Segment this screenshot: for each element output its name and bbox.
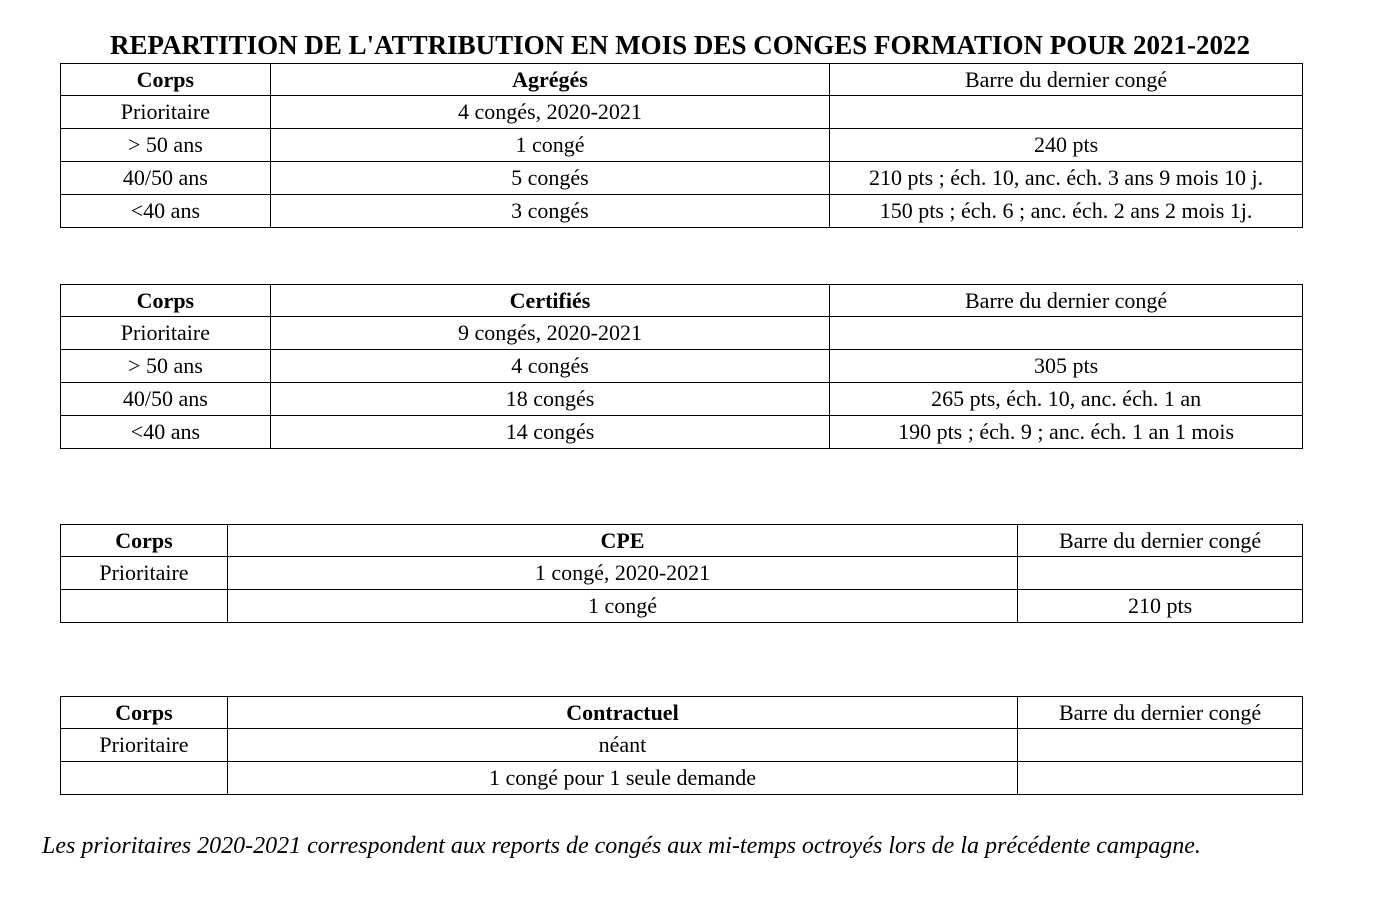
document-title: REPARTITION DE L'ATTRIBUTION EN MOIS DES CONGES FORMATION POUR 2021-2022 [110,30,1250,60]
table-cell [1018,762,1303,795]
table-cell: 305 pts [830,350,1303,383]
footnote: Les prioritaires 2020-2021 correspondent aux reports de congés aux mi-temps octroyés lors de la précédente campagne. [42,833,1201,859]
table-cell: Prioritaire [61,317,271,350]
table-row [61,350,1303,383]
table-cell: Prioritaire [61,729,228,762]
table-cell: 265 pts, éch. 10, anc. éch. 1 an [830,383,1303,416]
table-row [61,590,1303,623]
table-row [61,317,1303,350]
table-cell [1018,557,1303,590]
table-cell: 1 congé, 2020-2021 [227,557,1017,590]
table-row [61,96,1303,129]
table-cell: > 50 ans [61,129,271,162]
table-cell: 4 congés, 2020-2021 [270,96,829,129]
table-header-row [61,285,1303,317]
header-cell-body: Certifiés [270,285,829,317]
table-cell: 1 congé [270,129,829,162]
table-cell: 190 pts ; éch. 9 ; anc. éch. 1 an 1 mois [830,416,1303,449]
table-certifies [60,284,1303,449]
header-cell-body: Contractuel [227,697,1017,729]
table-cell: 40/50 ans [61,383,271,416]
table-cell: 150 pts ; éch. 6 ; anc. éch. 2 ans 2 mois 1j. [830,195,1303,228]
header-cell-corps: Corps [61,525,228,557]
table-row [61,557,1303,590]
table-cpe [60,524,1303,623]
table-contractuel [60,696,1303,795]
header-cell-barre: Barre du dernier congé [1018,525,1303,557]
table-cell: 210 pts ; éch. 10, anc. éch. 3 ans 9 mois 10 j. [830,162,1303,195]
table-header-row [61,697,1303,729]
table-header-row [61,64,1303,96]
table-cell: <40 ans [61,416,271,449]
table-row [61,383,1303,416]
header-cell-body: Agrégés [270,64,829,96]
header-cell-barre: Barre du dernier congé [830,285,1303,317]
header-cell-corps: Corps [61,697,228,729]
table-cell: > 50 ans [61,350,271,383]
table-cell: Prioritaire [61,96,271,129]
table-cell: 1 congé pour 1 seule demande [227,762,1017,795]
table-cell [61,762,228,795]
table-cell: 3 congés [270,195,829,228]
table-cell: 40/50 ans [61,162,271,195]
table-header-row [61,525,1303,557]
table-cell: néant [227,729,1017,762]
header-cell-corps: Corps [61,285,271,317]
table-row [61,729,1303,762]
table-row [61,762,1303,795]
table-cell: Prioritaire [61,557,228,590]
table-cell: 210 pts [1018,590,1303,623]
table-cell [830,317,1303,350]
table-cell: 18 congés [270,383,829,416]
table-cell: 4 congés [270,350,829,383]
table-row [61,129,1303,162]
table-cell: 14 congés [270,416,829,449]
table-cell: 1 congé [227,590,1017,623]
header-cell-barre: Barre du dernier congé [1018,697,1303,729]
table-row [61,195,1303,228]
header-cell-barre: Barre du dernier congé [830,64,1303,96]
table-row [61,162,1303,195]
table-cell [1018,729,1303,762]
header-cell-body: CPE [227,525,1017,557]
table-agreges [60,63,1303,228]
table-row [61,416,1303,449]
table-cell: 240 pts [830,129,1303,162]
table-cell: <40 ans [61,195,271,228]
header-cell-corps: Corps [61,64,271,96]
table-cell [61,590,228,623]
table-cell: 5 congés [270,162,829,195]
table-cell: 9 congés, 2020-2021 [270,317,829,350]
table-cell [830,96,1303,129]
